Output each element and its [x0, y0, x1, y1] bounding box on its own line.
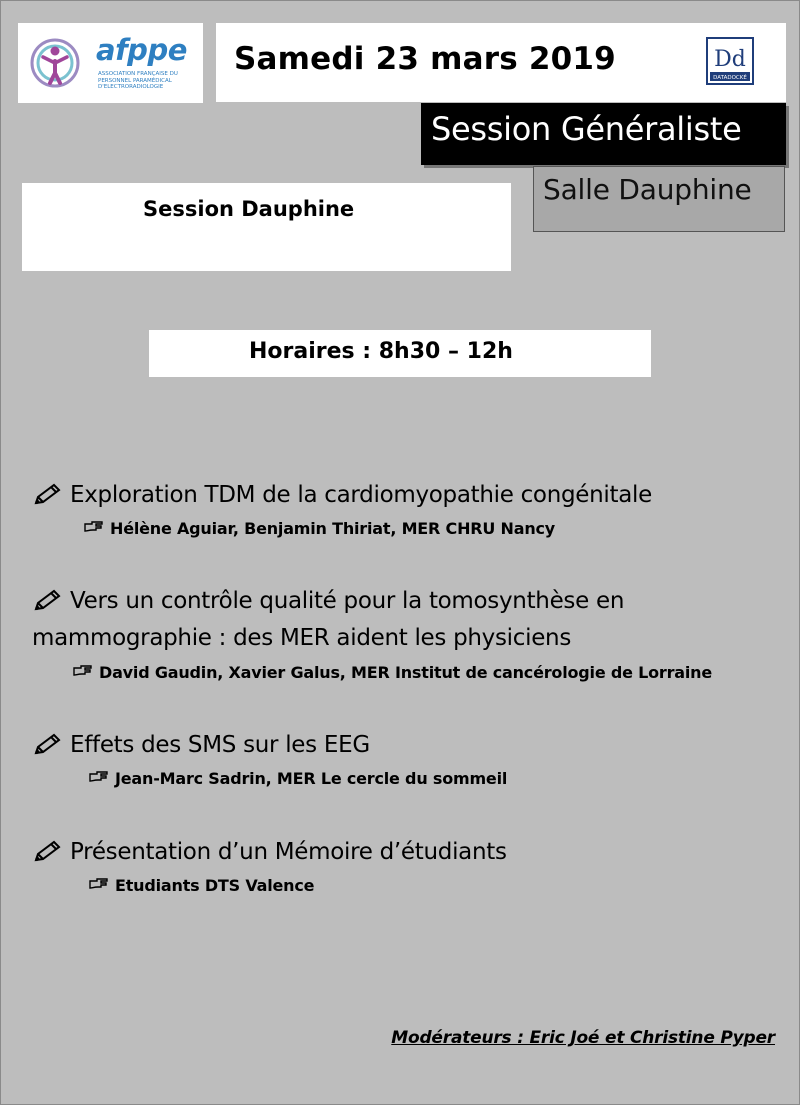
room-badge: [533, 166, 785, 232]
datadock-caption: DATADOCKÉ: [713, 75, 747, 81]
talk-title-line: Présentation d’un Mémoire d’étudiants: [70, 839, 507, 865]
event-date: Samedi 23 mars 2019: [234, 41, 616, 77]
schedule-box: [149, 330, 651, 377]
talk-speakers-text: David Gaudin, Xavier Galus, MER Institut de cancérologie de Lorraine: [99, 663, 713, 682]
talk-title: [32, 585, 624, 618]
pointing-hand-icon: [89, 878, 109, 890]
talk-title: [32, 729, 370, 762]
talk-speakers: [73, 663, 712, 682]
pencil-icon: [32, 732, 64, 756]
pointing-hand-icon: [89, 771, 109, 783]
talk-speakers-text: Jean-Marc Sadrin, MER Le cercle du sommeil: [115, 769, 508, 788]
logo-wordmark: afppe: [96, 33, 187, 67]
talk-speakers: [89, 769, 507, 788]
talk-speakers: [84, 519, 555, 538]
schedule-text: Horaires : 8h30 – 12h: [249, 339, 513, 364]
talk-speakers-text: Etudiants DTS Valence: [115, 876, 315, 895]
talk-title: [32, 836, 507, 869]
talk-title-line: Effets des SMS sur les EEG: [70, 732, 370, 758]
moderators: Modérateurs : Eric Joé et Christine Pyper: [391, 1028, 775, 1048]
session-type-label: Session Généraliste: [431, 110, 742, 148]
session-name: Session Dauphine: [143, 197, 355, 221]
session-type-badge: [421, 103, 786, 165]
pointing-hand-icon: [73, 665, 93, 677]
logo-subtitle: ASSOCIATION FRANÇAISE DU PERSONNEL PARAMÉDICAL D'ELECTRORADIOLOGIE: [98, 71, 178, 90]
talk-title-line: Exploration TDM de la cardiomyopathie congénitale: [70, 482, 652, 508]
talk-title-line: Vers un contrôle qualité pour la tomosynthèse en: [70, 588, 625, 614]
pointing-hand-icon: [84, 521, 104, 533]
datadock-letters: Dd: [714, 47, 746, 72]
afppe-logo: [18, 23, 203, 103]
room-label: Salle Dauphine: [543, 173, 752, 206]
talk-title-line: mammographie : des MER aident les physiciens: [32, 625, 572, 651]
pencil-icon: [32, 482, 64, 506]
talk-title: [32, 479, 652, 512]
date-banner: [216, 23, 786, 102]
session-name-box: [22, 183, 511, 271]
talk-speakers: [89, 876, 314, 895]
talk-speakers-text: Hélène Aguiar, Benjamin Thiriat, MER CHRU Nancy: [110, 519, 556, 538]
pencil-icon: [32, 839, 64, 863]
talk-title-continuation: [32, 622, 571, 655]
pencil-icon: [32, 588, 64, 612]
person-emblem-icon: [30, 37, 80, 89]
datadock-badge-icon: [704, 36, 756, 88]
